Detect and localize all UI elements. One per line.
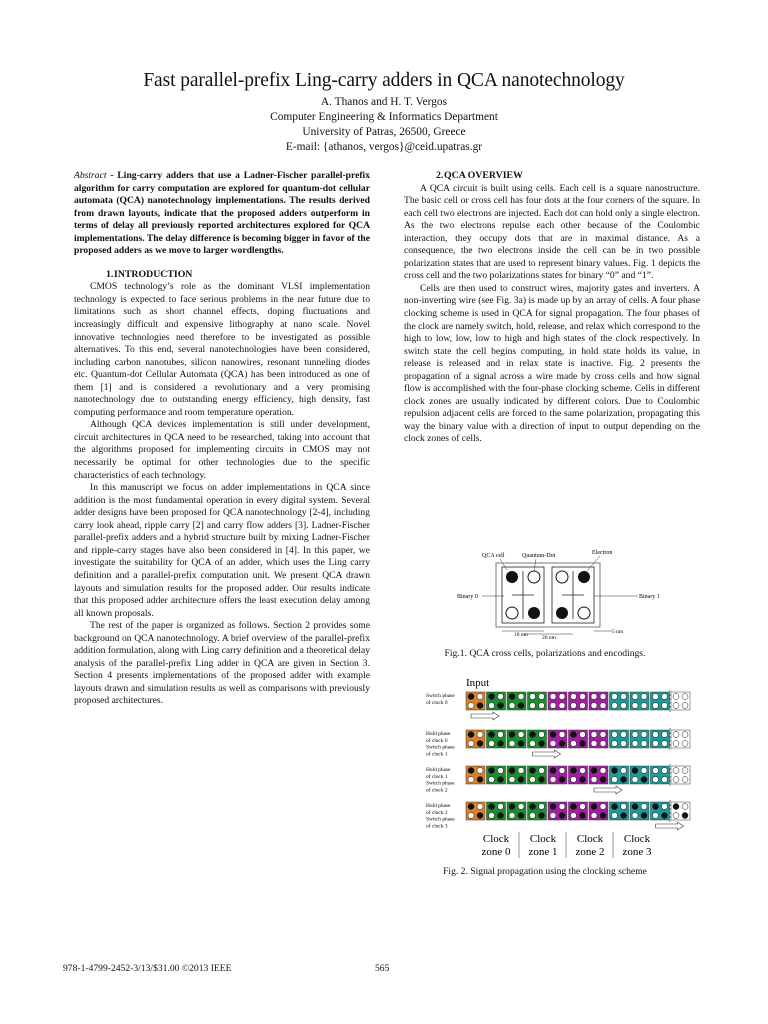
fig2-cell [569,802,588,820]
fig1-cell-binary0 [502,567,544,623]
fig2-cell [671,766,690,784]
fig2-cell [548,730,567,748]
university: University of Patras, 26500, Greece [302,126,466,138]
fig1-cell-binary1 [552,567,594,623]
fig2-cell [651,766,670,784]
fig2-cell [528,730,547,748]
fig2-arrow [471,712,499,720]
fig2-row-label-line: of clock 0 [426,737,448,744]
fig2-cell [589,730,608,748]
fig2-zone-label: zone 1 [528,846,558,858]
fig2-row [466,728,690,758]
fig2-row [466,690,690,720]
fig2-cell [507,802,526,820]
fig2-row-label-line: of clock 2 [426,787,448,794]
fig1-label-qca-cell: QCA cell [482,553,505,559]
fig1-label-quantum-dot: Quantum-Dot [522,553,556,559]
figure-1-qca-cells [452,545,690,640]
fig2-row-label-line: Hold phase [426,731,451,737]
fig2-cell [589,692,608,710]
page-number: 565 [375,963,390,974]
fig2-row-label-line: Switch phase [426,693,455,699]
fig2-cell [651,802,670,820]
fig2-cell [487,692,506,710]
fig2-cell [528,766,547,784]
fig2-row-label-line: Switch phase [426,816,455,823]
figure-1-caption: Fig.1. QCA cross cells, polarizations and encodings. [444,648,646,659]
fig2-cell [507,766,526,784]
fig2-row [466,800,690,830]
fig2-arrow [533,750,561,758]
fig2-cell [569,766,588,784]
paragraph: The rest of the paper is organized as follows. Section 2 provides some background on QCA nanotechnology. A brief overview of the parallel-prefix addition formulation, along with Ling carry definition and a theoretical delay analysis of the parallel-prefix Ling adder in QCA are given in Section 3. Section 4 presents implementations of the proposed adder with example layouts drawn and simulation results as well as comparisons with previously proposed architectures. [74,620,370,707]
fig2-cell [548,802,567,820]
fig2-zone-clock-word: Clock [623,833,651,845]
authors: A. Thanos and H. T. Vergos [320,96,448,108]
fig2-cell [651,730,670,748]
fig2-cell [569,692,588,710]
fig2-cell [610,730,629,748]
fig2-zone-labels [481,832,652,858]
fig2-zone-clock-word: Clock [529,833,557,845]
fig2-cell [466,692,485,710]
fig2-row-label-line: of clock 2 [426,809,448,816]
fig2-cell [671,692,690,710]
fig2-zone-label: zone 2 [575,846,605,858]
fig2-row-label-line: Hold phase [426,767,451,773]
fig2-cell [466,802,485,820]
paragraph: Although QCA devices implementation is still under development, circuit architectures in QCA need to be researched, taking into account that the algorithms proposed for implementing circuits in CMOS may not necessarily be optimal for other technologies due to the specific characteristics of each technology. [74,419,370,481]
abstract [74,170,370,258]
fig2-cell [671,730,690,748]
affiliation: Computer Engineering & Informatics Department [270,111,498,123]
fig2-cell [610,802,629,820]
fig2-cell [548,766,567,784]
fig2-zone-clock-word: Clock [576,833,604,845]
fig2-cell [466,730,485,748]
fig2-cell [528,692,547,710]
fig2-cell [507,730,526,748]
fig1-dim-18: 18 nm [514,632,528,638]
fig2-zone-label: zone 3 [622,846,652,858]
fig2-cell [610,692,629,710]
fig2-cell [569,730,588,748]
fig1-label-electron: Electron [592,550,613,556]
fig1-label-binary1: Binary 1 [639,594,660,600]
paragraph: A QCA circuit is built using cells. Each cell is a square nanostructure. The basic cell or cross cell has four dots at the four corners of the square. In each cell two electrons are injected. Each dot can hold only a single electron. As the two electrons repulse each other because of the Coulombic interaction, they occupy dots that are in maximal distance. As a consequence, the two electrons inside the cell can be in two possible polarization states that are used to represent binary values. Fig. 1 depicts the cross cell and the two polarizations states for binary “0” and “1”. [404,182,700,282]
abstract-text: - Ling-carry adders that use a Ladner-Fischer parallel-prefix algorithm for carry computation are explored for quantum-dot cellular automata (QCA) nanotechnology implementations. The results derived from drawn layouts, indicate that the proposed adders outperform in terms of delay all previously reported architectures explored for QCA implementations. The delay difference is becoming bigger in favor of the proposed adders as we move to larger wordlengths. [74,170,370,257]
fig2-cell [671,802,690,820]
section-heading-2: 2.QCA OVERVIEW [436,170,523,181]
paragraph: CMOS technology’s role as the dominant VLSI implementation technology is expected to face serious problems in the near future due to limitations such as short channel effects, doping fluctuations and increasingly difficult and expensive lithography at nano scale. Novel innovative technologies need therefore to be investigated as possible alternatives. To this end, several nanotechnologies have been considered, including carbon nanotubes, silicon nanowires, resonant tunneling diodes etc. Quantum-dot Cellular Automata (QCA) has been introduced as one of them [1] and is considered a revolutionary and a very promising nanotechnology due to outstanding energy efficiency, high density, fast computing performance and room temperature operation. [74,281,370,418]
fig1-label-binary0: Binary 0 [457,594,478,600]
right-column [404,170,700,446]
footer-copyright: 978-1-4799-2452-3/13/$31.00 ©2013 IEEE [63,963,232,974]
paragraph: In this manuscript we focus on adder implementations in QCA since addition is the most fundamental operation in every digital system. Several adder designs have been proposed for QCA nanotechnology [2-4], including carry look ahead, ripple carry [2] and carry flow adders [3]. Ladner-Fischer parallel-prefix adders and a hybrid structure built by mixing Ladner-Fischer and ripple-carry stages have also been considered in [4]. In this paper, we investigate the suitability for QCA of an adder, which uses the Ling carry definition and a parallel-prefix computation unit. We present QCA drawn layouts and simulation results for the proposed adder. Our results indicate that this proposed adder architecture offers the least execution delay among all known proposals. [74,482,370,619]
fig2-cell [589,766,608,784]
fig2-row-label-line: of clock 3 [426,823,448,830]
fig2-row-label-line: of clock 1 [426,773,448,780]
left-column [74,170,370,708]
fig2-zone-clock-word: Clock [482,833,510,845]
fig2-row-label-line: Hold phase [426,803,451,809]
email: E-mail: {athanos, vergos}@ceid.upatras.gr [285,141,483,153]
fig2-row-label-line: Switch phase [426,780,455,787]
fig2-cell-rows [466,690,690,830]
fig2-cell [548,692,567,710]
fig2-row-label-line: Switch phase [426,744,455,751]
fig2-cell [487,766,506,784]
fig2-row-labels [426,693,455,829]
fig2-cell [507,692,526,710]
fig2-cell [589,802,608,820]
fig2-cell [528,802,547,820]
fig2-cell [630,802,649,820]
paper-title: Fast parallel-prefix Ling-carry adders in QCA nanotechnology [143,70,625,91]
fig2-zone-label: zone 0 [481,846,511,858]
fig2-cell [630,692,649,710]
fig2-cell [487,802,506,820]
abstract-label: Abstract [74,170,107,181]
fig2-row-label-line: of clock 0 [426,699,448,706]
fig2-cell [466,766,485,784]
paragraph: Cells are then used to construct wires, majority gates and inverters. A non-inverting wire (see Fig. 3a) is made up by an array of cells. A four phase clocking scheme is used in QCA for signal propagation. The four phases of the clock are namely switch, hold, release, and relax which correspond to the high to low, low, low to high and high states of the clock respectively. In switch state the cell begins computing, in hold state holds its value, in release is released and in relax state is inactive. Fig. 2 presents the propagation of a signal across a wire made by cross cells and how signal flow is accomplished with the four-phase clocking scheme. Cells in different clock zones are usually indicated by different colors. Due to Coulombic repulsion adjacent cells are forced to the same polarization, propagating this way the binary value with a direction of input to output depending on the clock zones of cells. [404,282,700,445]
fig2-arrow [594,786,622,794]
fig2-cell [651,692,670,710]
figure-2-caption: Fig. 2. Signal propagation using the clocking scheme [443,866,647,877]
fig2-cell [487,730,506,748]
fig1-dim-5: 5 nm [612,629,624,635]
fig2-cell [630,766,649,784]
figure-2-clocking [420,672,700,862]
fig2-row [466,764,690,794]
fig2-arrow [656,822,684,830]
section-heading-1: 1.INTRODUCTION [106,268,193,280]
fig2-cell [610,766,629,784]
fig2-row-label-line: of clock 1 [426,751,448,758]
fig1-dim-20: 20 nm [542,635,556,640]
fig2-cell [630,730,649,748]
fig2-input-label: Input [466,677,490,689]
